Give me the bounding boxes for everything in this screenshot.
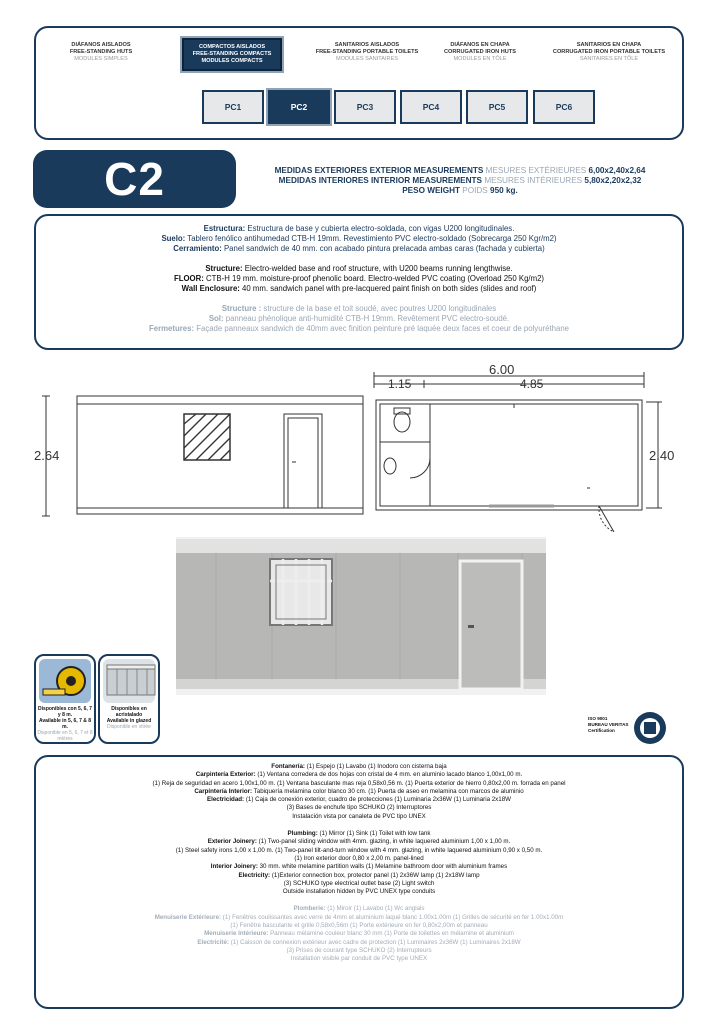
model-tab-pc4[interactable]: PC4 bbox=[400, 90, 462, 124]
category-label-en: CORRUGATED IRON PORTABLE TOILETS bbox=[552, 49, 666, 55]
model-tab-pc2[interactable]: PC2 bbox=[268, 90, 330, 124]
weight bbox=[240, 186, 680, 196]
lengths-caption-fr: Disponible en 5, 6, 7 et 8 mètres bbox=[37, 730, 93, 742]
module-photo bbox=[176, 537, 546, 695]
structure-fr-0: Structure : structure de la base et toit soudé, avec poutres U200 longitudinales bbox=[221, 304, 497, 313]
glazed-caption-en: Available in glazed bbox=[106, 718, 152, 724]
available-lengths-card bbox=[34, 654, 96, 744]
int-value: 5,80x2,20x2,32 bbox=[584, 176, 642, 185]
ext-label-en: EXTERIOR MEASUREMENTS bbox=[369, 166, 484, 175]
category-free-standing-huts[interactable] bbox=[42, 42, 160, 63]
equip-es-2: (1) Reja de seguridad en acero 1,00x1,00 m. (1) Ventana basculante mas reja 0,58x0,56 m. (1) Puerta exterior de hierro 0,80x2,00 m. forrada en panel bbox=[152, 779, 566, 787]
category-label-fr: MODULES SANITAIRES bbox=[335, 56, 399, 62]
equip-en-0: Plumbing: (1) Mirror (1) Sink (1) Toilet with low tank bbox=[287, 830, 431, 838]
equip-fr-3: Menuiserie Intérieure: Panneau mélamine couleur blanc 30 mm (1) Porte de toilettes en mélamine et aluminium bbox=[204, 930, 514, 938]
height-dimension-label: 2.64 bbox=[34, 448, 60, 463]
glazed-caption-fr: Disponible en vitrée bbox=[107, 724, 151, 730]
weight-label-en: WEIGHT bbox=[427, 186, 460, 195]
ext-label-fr: MESURES EXTÉRIEURES bbox=[485, 166, 587, 175]
category-label-en: FREE-STANDING COMPACTS bbox=[192, 51, 272, 57]
structure-es-2: Cerramiento: Panel sandwich de 40 mm. con acabado pintura prelacada ambas caras (fachada y cubierta) bbox=[173, 244, 545, 253]
model-tab-pc6[interactable]: PC6 bbox=[533, 90, 595, 124]
equip-es-5: (3) Bases de enchufe tipo SCHUKO (2) Interruptores bbox=[286, 804, 432, 812]
equip-es-4: Electricidad: (1) Caja de conexión exterior, cuadro de protecciones (1) Luminaria 2x36W (1) Luminaria 2x18W bbox=[206, 796, 512, 804]
equip-en-2: (1) Steel safety irons 1,00 x 1,00 m. (1) Two-panel tilt-and-turn window with 4 mm. glazing, in white laquered aluminium 0,90 x 0,50 m. bbox=[175, 846, 543, 854]
tape-measure-icon bbox=[39, 659, 91, 703]
equip-en-3: (1) Iron exterior door 0,80 x 2,00 m. panel-lined bbox=[294, 854, 424, 862]
category-label-fr: MODULES EN TÔLE bbox=[453, 56, 507, 62]
category-label-en: FREE-STANDING PORTABLE TOILETS bbox=[315, 49, 419, 55]
int-label-en: INTERIOR MEASUREMENTS bbox=[371, 176, 483, 185]
measurements bbox=[240, 166, 680, 196]
equip-en-4: Interior Joinery: 30 mm. white melamine partition walls (1) Melamine bathroom door with aluminium frames bbox=[210, 863, 508, 871]
glazed-module-icon bbox=[103, 659, 155, 703]
cert-bv-label: BUREAU VERITAS bbox=[588, 722, 629, 727]
lengths-caption-es: Disponibles con 5, 6, 7 y 8 m. bbox=[38, 706, 92, 718]
category-corrugated-toilets[interactable] bbox=[534, 42, 684, 63]
ext-label-es: MEDIDAS EXTERIORES bbox=[274, 166, 368, 175]
ext-value: 6,00x2,40x2,64 bbox=[588, 166, 646, 175]
structure-description bbox=[34, 214, 684, 350]
equip-es-1: Carpintería Exterior: (1) Ventana corredera de dos hojas con cristal de 4 mm. en aluminio lacado blanco 1,00x1,00 m. bbox=[195, 771, 523, 779]
width-dimension-label: 2.40 bbox=[649, 448, 675, 463]
category-label-fr: MODULES SIMPLES bbox=[74, 56, 128, 62]
model-tab-pc3[interactable]: PC3 bbox=[334, 90, 396, 124]
bureau-veritas-logo-icon bbox=[632, 710, 668, 746]
structure-es-0: Estructura: Estructura de base y cubierta electro-soldada, con vigas U200 longitudinales. bbox=[203, 224, 515, 233]
category-navigation bbox=[34, 26, 684, 140]
category-corrugated-huts[interactable] bbox=[428, 42, 532, 63]
length-dimension-label: 6.00 bbox=[489, 362, 515, 377]
model-tab-pc1[interactable]: PC1 bbox=[202, 90, 264, 124]
lengths-caption-en: Available in 5, 6, 7 & 8 m. bbox=[38, 718, 92, 730]
category-label-es: SANITARIOS EN CHAPA bbox=[576, 42, 642, 48]
equip-es-3: Carpintería Interior: Tabiquería melamina color blanco 30 cm. (1) Puerta de aseo en melamina con marcos de aluminio bbox=[194, 787, 524, 795]
segment2-dimension-label: 4.85 bbox=[520, 377, 544, 391]
int-label-es: MEDIDAS INTERIORES bbox=[278, 176, 369, 185]
weight-value: 950 kg. bbox=[490, 186, 518, 195]
category-label-en: CORRUGATED IRON HUTS bbox=[444, 49, 516, 55]
exterior-measures bbox=[240, 166, 680, 176]
equip-fr-4: Electricité: (1) Caisson de connexion extérieur avec cadre de protection (1) Luminaires 2x36W (1) Luminaires 2x18W bbox=[197, 938, 521, 946]
toilet-icon bbox=[394, 412, 410, 432]
category-label-es: SANITARIOS AISLADOS bbox=[334, 42, 400, 48]
equip-fr-6: Installation visible par conduit de PVC type UNEX bbox=[290, 955, 428, 963]
model-tab-pc5[interactable]: PC5 bbox=[466, 90, 528, 124]
equip-en-1: Exterior Joinery: (1) Two-panel sliding window with 4mm. glazing, in white laquered aluminium 1,00 x 1,00 m. bbox=[207, 838, 511, 846]
sink-icon bbox=[384, 458, 396, 474]
category-label-fr: SANITAIRES EN TÔLE bbox=[579, 56, 639, 62]
category-free-standing-toilets[interactable] bbox=[292, 42, 442, 63]
cert-certification-label: Certification bbox=[588, 728, 615, 733]
int-label-fr: MESURES INTÉRIEURES bbox=[484, 176, 583, 185]
equip-en-5: Electricity: (1)Exterior connection box, protector panel (1) 2x36W lamp (1) 2x18W lamp bbox=[238, 871, 480, 879]
equip-es-6: Instalación vista por canaleta de PVC tipo UNEX bbox=[292, 812, 426, 820]
category-label-es: COMPACTOS AISLADOS bbox=[198, 44, 266, 50]
category-label-es: DIÁFANOS AISLADOS bbox=[71, 42, 131, 48]
equip-fr-0: Plomberie: (1) Miroir (1) Lavabo (1) Wc anglais bbox=[293, 905, 425, 913]
structure-fr-1: Sol: panneau phénolique anti-humidité CTB-H 19mm. Revêtement PVC electro-soudé. bbox=[208, 314, 510, 323]
front-elevation-drawing bbox=[42, 396, 363, 516]
category-label-en: FREE-STANDING HUTS bbox=[69, 49, 133, 55]
interior-measures bbox=[240, 176, 680, 186]
category-free-standing-compacts[interactable] bbox=[182, 38, 282, 71]
floor-plan-drawing bbox=[374, 372, 662, 532]
technical-drawings bbox=[34, 362, 684, 532]
structure-en-1: FLOOR: CTB-H 19 mm. moisture-proof phenolic board. Electro-welded PVC coating (Overload 250 Kg/m2) bbox=[173, 274, 545, 283]
structure-es-1: Suelo: Tablero fenólico antihumedad CTB-H 19mm. Revestimiento PVC electro-soldado (Sobrecarga 250 Kgr/m2) bbox=[161, 234, 557, 243]
available-glazed-card bbox=[98, 654, 160, 744]
category-label-fr: MODULES COMPACTS bbox=[201, 58, 263, 64]
structure-fr-2: Fermetures: Façade panneaux sandwich de 40mm avec finition peinture pré laquée deux faces et coeur de polyuréthane bbox=[148, 324, 569, 333]
cert-iso-label: ISO 9001 bbox=[588, 716, 608, 721]
glazed-caption-es: Disponibles en acristalado bbox=[111, 706, 147, 718]
weight-label-fr: POIDS bbox=[462, 186, 488, 195]
equip-fr-1: Menuiserie Extérieure: (1) Fenêtres coulissantes avec verre de 4mm et aluminium laqué blanc 1.00x1.00m (1) Grilles de sécurité en fer 1.00x1.00m bbox=[154, 913, 564, 921]
bureau-veritas-certification bbox=[588, 710, 668, 746]
equip-en-6: (3) SCHUKO type electrical outlet base (2) Light switch bbox=[283, 879, 435, 887]
equip-en-7: Outside installation hidden by PVC UNEX type conduits bbox=[282, 888, 436, 896]
structure-en-2: Wall Enclosure: 40 mm. sandwich panel with pre-lacquered paint finish on both sides (slides and roof) bbox=[181, 284, 537, 293]
segment1-dimension-label: 1.15 bbox=[388, 377, 412, 391]
window-grille-icon bbox=[184, 414, 230, 460]
category-label-es: DIÁFANOS EN CHAPA bbox=[450, 42, 510, 48]
equip-fr-5: (3) Prises de courant type SCHUKO (2) Interrupteurs bbox=[286, 946, 432, 954]
equip-es-0: Fontanería: (1) Espejo (1) Lavabo (1) Inodoro con cisterna baja bbox=[271, 763, 447, 770]
equip-fr-2: (1) Fenêtre basculante et grille 0,58x0,56m (1) Porte extérieure en fer 0,80x2,00m et panneau bbox=[230, 922, 488, 930]
equipment-description bbox=[34, 755, 684, 1009]
weight-label-es: PESO bbox=[402, 186, 425, 195]
structure-en-0: Structure: Electro-welded base and roof structure, with U200 beams running lengthwise. bbox=[205, 264, 513, 273]
model-code-badge: C2 bbox=[33, 150, 236, 208]
